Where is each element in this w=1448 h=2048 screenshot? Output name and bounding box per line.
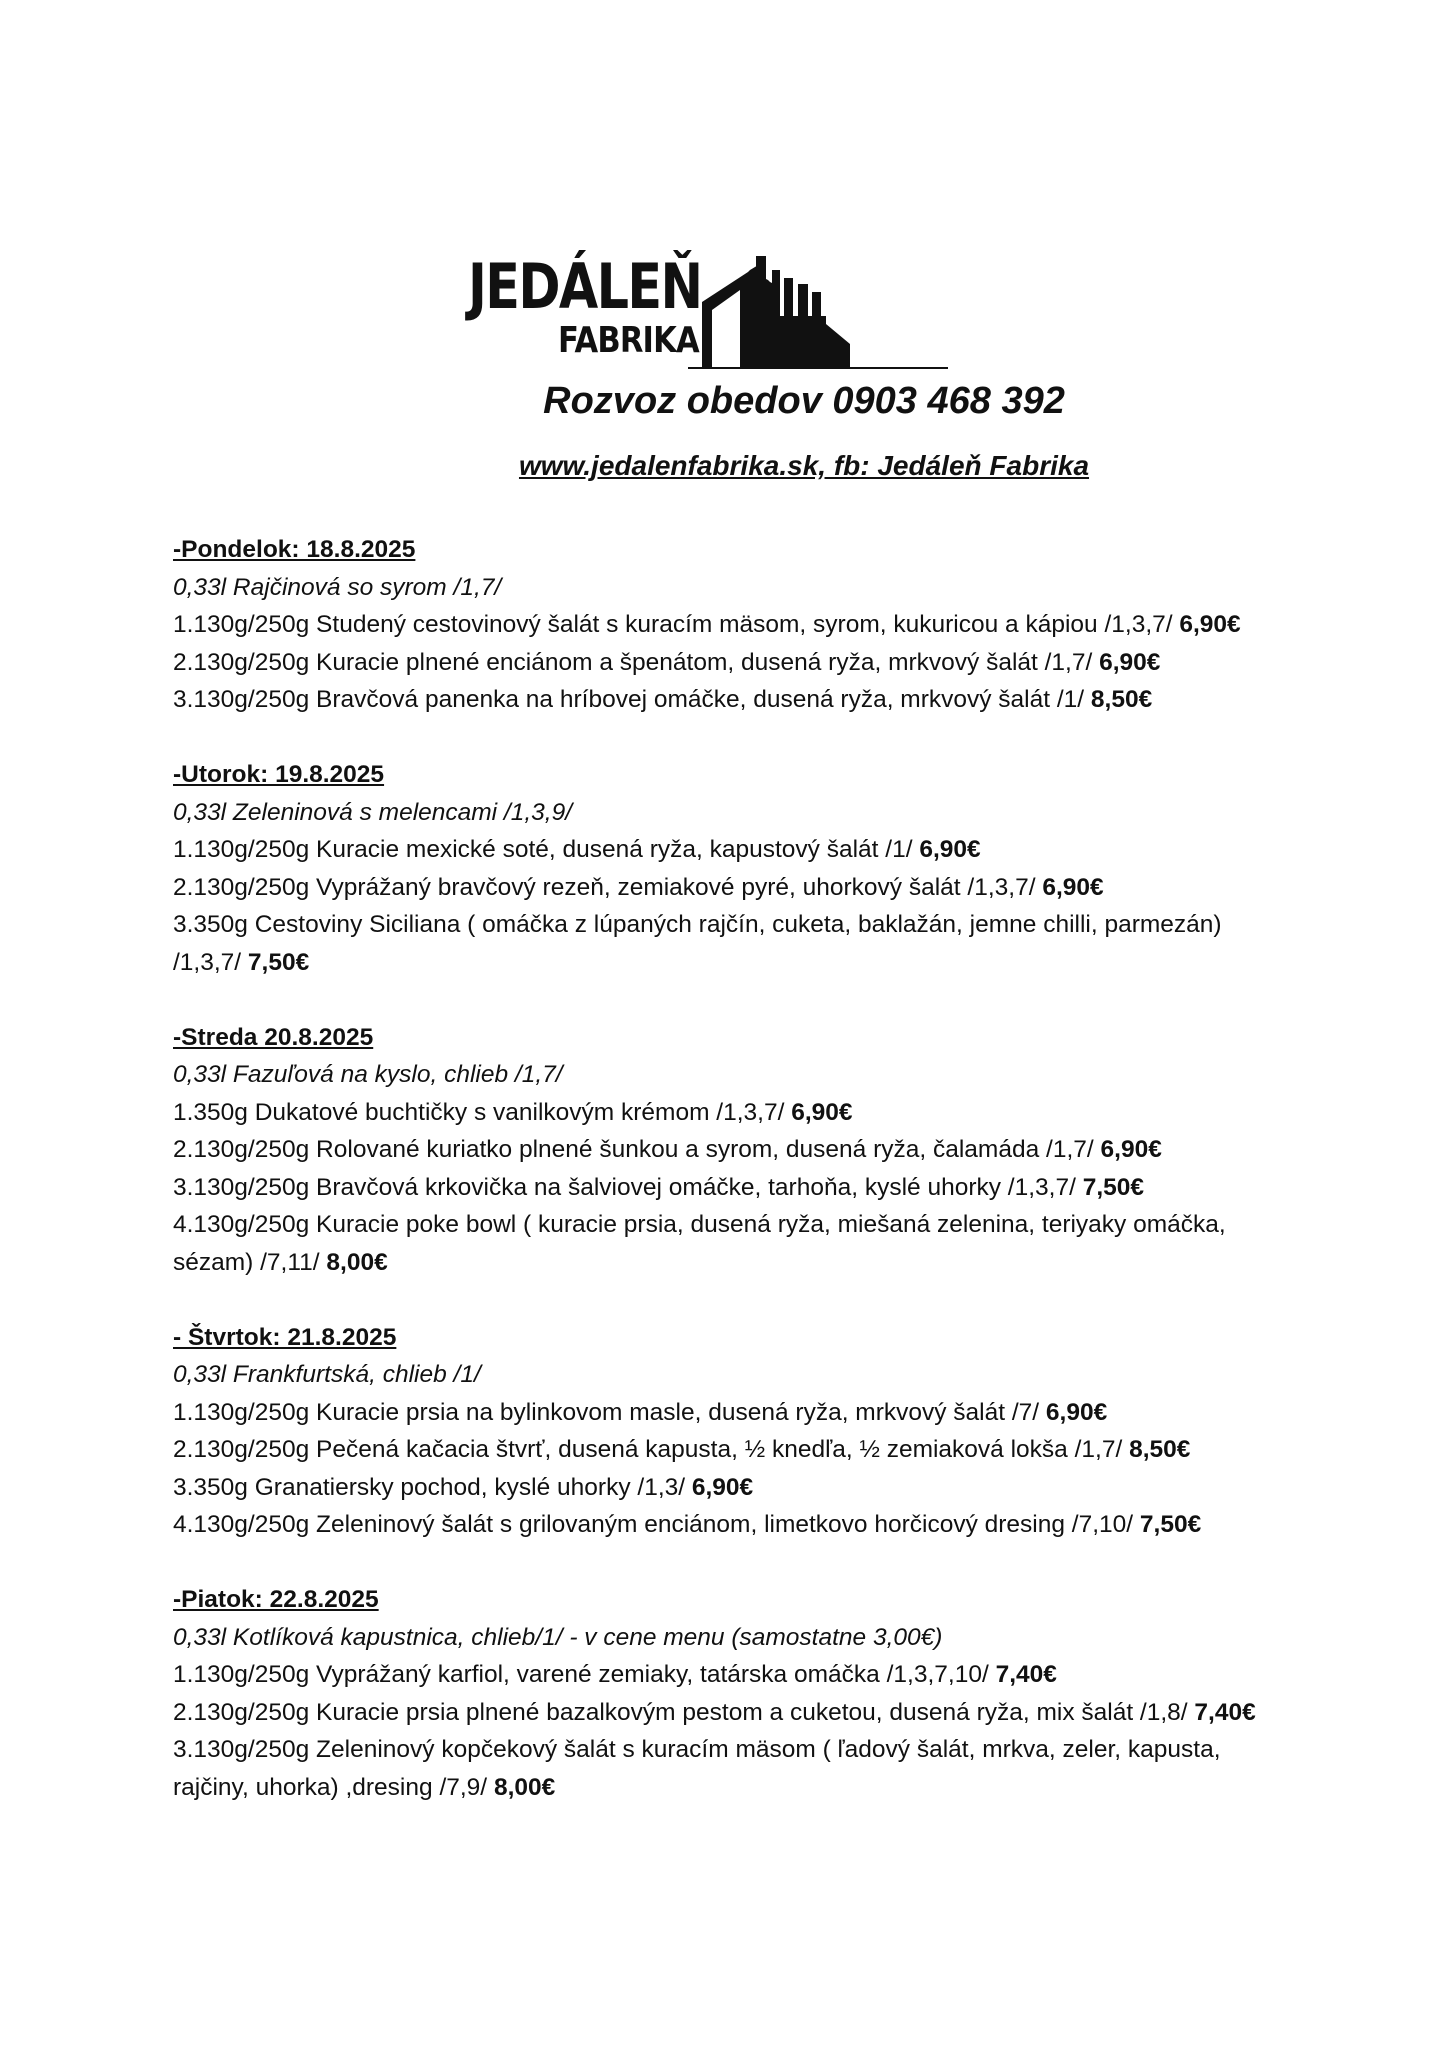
- menu-item-description: 4.130g/250g Zeleninový šalát s grilovaným enciánom, limetkovo horčicový dresing /7,10/: [173, 1511, 1134, 1538]
- day-section: [173, 756, 1293, 981]
- delivery-phone-heading: Rozvoz obedov 0903 468 392: [543, 380, 1065, 422]
- menu-item: [173, 869, 1293, 907]
- soup-line: 0,33l Fazuľová na kyslo, chlieb /1,7/: [173, 1061, 563, 1088]
- menu-item-description: 2.130g/250g Vyprážaný bravčový rezeň, zemiakové pyré, uhorkový šalát /1,3,7/: [173, 873, 1043, 901]
- logo: [468, 250, 948, 380]
- day-section: [173, 1319, 1293, 1544]
- menu-item: [173, 1131, 1293, 1169]
- menu-item: [173, 1094, 1293, 1132]
- menu-item-price: 6,90€: [1042, 873, 1104, 901]
- menu-item: [173, 1506, 1293, 1544]
- soup-line: 0,33l Kotlíková kapustnica, chlieb/1/ - v cene menu (samostatne 3,00€): [173, 1623, 943, 1651]
- menu-item: [173, 1206, 1293, 1281]
- menu-item-price: 8,50€: [1129, 1436, 1191, 1463]
- web-contact-link[interactable]: www.jedalenfabrika.sk, fb: Jedáleň Fabrika: [518, 450, 1090, 481]
- day-section: [173, 1581, 1293, 1806]
- menu-item-description: 3.130g/250g Zeleninový kopčekový šalát s kuracím mäsom ( ľadový šalát, mrkva, zeler, kapusta, rajčiny, uhorka) ,dresing /7,9/: [173, 1736, 1221, 1801]
- soup-line: 0,33l Frankfurtská, chlieb /1/: [173, 1361, 481, 1388]
- factory-icon: [688, 256, 948, 378]
- menu-item-description: 3.130g/250g Bravčová krkovička na šalviovej omáčke, tarhoňa, kyslé uhorky /1,3,7/: [173, 1173, 1076, 1201]
- menu-item-description: 3.350g Cestoviny Siciliana ( omáčka z lúpaných rajčín, cuketa, baklažán, jemne chilli, parmezán) /1,3,7/: [173, 911, 1222, 976]
- menu-item-price: 6,90€: [1100, 1136, 1162, 1163]
- menu-item-description: 2.130g/250g Kuracie plnené enciánom a špenátom, dusená ryža, mrkvový šalát /1,7/: [173, 648, 1093, 676]
- day-title: - Štvrtok: 21.8.2025: [173, 1323, 397, 1351]
- menu-item: [173, 1469, 1293, 1507]
- menu-item-description: 1.130g/250g Kuracie mexické soté, dusená ryža, kapustový šalát /1/: [173, 836, 920, 863]
- menu-item-price: 7,50€: [1082, 1173, 1145, 1201]
- menu-item-price: 6,90€: [1099, 648, 1161, 676]
- logo-word-fabrika: FABRIKA: [558, 320, 699, 361]
- menu-item-description: 3.130g/250g Bravčová panenka na hríbovej omáčke, dusená ryža, mrkvový šalát /1/: [173, 686, 1085, 713]
- menu-item-price: 6,90€: [1179, 611, 1241, 638]
- menu-item: [173, 681, 1293, 719]
- menu-item-description: 3.350g Granatiersky pochod, kyslé uhorky /1,3/: [173, 1473, 686, 1501]
- weekly-menu: [173, 531, 1293, 1844]
- web-contact-line[interactable]: [80, 450, 1448, 482]
- menu-item-price: 8,00€: [326, 1248, 388, 1276]
- menu-item-price: 8,50€: [1090, 686, 1153, 713]
- menu-item-description: 1.130g/250g Vyprážaný karfiol, varené zemiaky, tatárska omáčka /1,3,7,10/: [173, 1661, 996, 1688]
- menu-item-price: 7,40€: [995, 1661, 1057, 1688]
- menu-item: [173, 831, 1293, 869]
- day-section: [173, 1019, 1293, 1282]
- soup-line: 0,33l Rajčinová so syrom /1,7/: [173, 573, 502, 601]
- menu-item-price: 7,50€: [1139, 1511, 1202, 1538]
- day-title: -Pondelok: 18.8.2025: [173, 536, 416, 563]
- menu-item-price: 7,40€: [1194, 1698, 1256, 1726]
- day-title: -Piatok: 22.8.2025: [173, 1586, 379, 1613]
- menu-item-description: 1.350g Dukatové buchtičky s vanilkovým krémom /1,3,7/: [173, 1098, 792, 1126]
- logo-word-jedalen: JEDÁLEŇ: [468, 250, 702, 323]
- menu-item: [173, 644, 1293, 682]
- menu-item-description: 2.130g/250g Pečená kačacia štvrť, dusená kapusta, ½ knedľa, ½ zemiaková lokša /1,7/: [173, 1436, 1123, 1463]
- day-title: -Utorok: 19.8.2025: [173, 761, 385, 788]
- menu-item-description: 1.130g/250g Studený cestovinový šalát s kuracím mäsom, syrom, kukuricou a kápiou /1,3,7/: [173, 611, 1173, 638]
- menu-item: [173, 906, 1293, 981]
- menu-item-price: 7,50€: [247, 948, 310, 976]
- day-title: -Streda 20.8.2025: [173, 1023, 374, 1051]
- day-section: [173, 531, 1293, 719]
- menu-item: [173, 1431, 1293, 1469]
- menu-item-description: 4.130g/250g Kuracie poke bowl ( kuracie prsia, dusená ryža, miešaná zelenina, teriyaky omáčka, sézam) /7,11/: [173, 1211, 1226, 1276]
- menu-item-description: 2.130g/250g Kuracie prsia plnené bazalkovým pestom a cuketou, dusená ryža, mix šalát /1,8/: [173, 1698, 1188, 1726]
- menu-item: [173, 1656, 1293, 1694]
- menu-item-price: 6,90€: [1045, 1398, 1108, 1426]
- menu-item-description: 1.130g/250g Kuracie prsia na bylinkovom masle, dusená ryža, mrkvový šalát /7/: [173, 1398, 1046, 1426]
- soup-line: 0,33l Zeleninová s melencami /1,3,9/: [173, 798, 573, 826]
- menu-item-description: 2.130g/250g Rolované kuriatko plnené šunkou a syrom, dusená ryža, čalamáda /1,7/: [173, 1136, 1094, 1163]
- menu-item: [173, 1731, 1293, 1806]
- menu-item-price: 8,00€: [493, 1773, 556, 1801]
- menu-item: [173, 1694, 1293, 1732]
- menu-item: [173, 1394, 1293, 1432]
- menu-item-price: 6,90€: [791, 1098, 853, 1126]
- menu-item: [173, 606, 1293, 644]
- menu-item: [173, 1169, 1293, 1207]
- menu-item-price: 6,90€: [691, 1473, 754, 1501]
- menu-item-price: 6,90€: [919, 836, 981, 863]
